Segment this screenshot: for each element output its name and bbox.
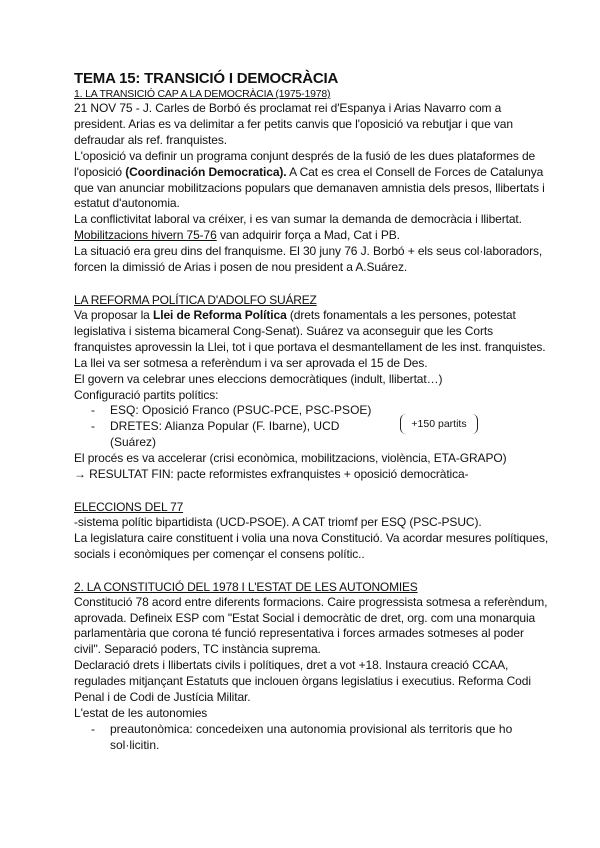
paragraph: 21 NOV 75 - J. Carles de Borbó és proclamat rei d'Espanya i Arias Navarro com a president. Arias es va delimitar a fer petits canvis que l'oposició va rebutjar i que van defraudar als ref. franquistes. [74, 101, 513, 147]
autonomies-list [74, 722, 550, 754]
section-heading-constitucio: 2. LA CONSTITUCIÓ DEL 1978 I L'ESTAT DE LES AUTONOMIES [74, 579, 418, 594]
paragraph: La situació era greu dins del franquisme. El 30 juny 76 J. Borbó + els seus col·laboradors, forcen la dimissió de Arias i posen de nou president a A.Suárez. [74, 244, 543, 275]
text-span: La conflictivitat laboral va créixer, i es van sumar la demanda de democràcia i llibertat. [74, 212, 522, 227]
paragraph: Configuració partits polítics: [74, 387, 219, 402]
paragraph: El govern va celebrar unes eleccions democràtiques (indult, llibertat…) [74, 371, 443, 386]
list-item: - DRETES: Alianza Popular (F. Ibarne), UCD (Suárez) [74, 419, 360, 451]
section-heading-transicio: 1. LA TRANSICIÓ CAP A LA DEMOCRÀCIA (1975-1978) [74, 88, 331, 100]
parties-count-note: +150 partits [400, 414, 478, 434]
text-span: Va proposar la [74, 307, 153, 322]
underlined-term: Mobilitzacions hivern 75-76 [74, 228, 217, 243]
paragraph: El procés es va accelerar (crisi econòmica, mobilitzacions, violència, ETA-GRAPO) [74, 451, 507, 466]
text-span: A Cat es crea el Consell de Forces de Catalunya que van anunciar mobilitzacions populars que demanaven amnistia dels presos, llibertats i estatut d'autonomia. [74, 164, 545, 211]
paragraph: L'estat de les autonomies [74, 706, 208, 720]
section-heading-reforma: LA REFORMA POLÍTICA D'ADOLFO SUÁREZ [74, 292, 317, 307]
paragraph: -sistema polític bipartidista (UCD-PSOE). A CAT triomf per ESQ (PSC-PSUC). [74, 514, 482, 529]
document-title: TEMA 15: TRANSICIÓ I DEMOCRÀCIA [74, 70, 339, 87]
paragraph: Constitució 78 acord entre diferents formacions. Caire progressista sotmesa a referèndum, aprovada. Defineix ESP com "Estat Social i democràtic de dret, org. com una monarquia parlamentària que corona té funció representativa i forces armades sotmeses al poder civil". Separació poders, TC instància suprema. [74, 594, 548, 657]
text-span: (drets fonamentals a les persones, potestat legislativa i sistema bicameral Cong-Senat). Suárez va aconseguir que les Corts franquistes aprovessin la Llei, tot i que portava el desmantellament de les inst. franquistes. La llei va ser sotmesa a referèndum i va ser aprovada el 15 de Des. [74, 307, 546, 370]
bold-term: (Coordinación Democratica). [125, 164, 287, 179]
paragraph [74, 149, 550, 213]
section-heading-eleccions: ELECCIONS DEL 77 [74, 499, 184, 514]
paragraph: La legislatura caire constituent i volia una nova Constitució. Va acordar mesures polítiques, socials i econòmiques per començar el consens polític.. [74, 530, 549, 561]
bold-term: Llei de Reforma Política [153, 307, 287, 322]
list-item: - ESQ: Oposició Franco (PSUC-PCE, PSC-PSOE) [74, 403, 550, 419]
paragraph: Declaració drets i llibertats civils i polítiques, dret a vot +18. Instaura creació CCAA, regulades mitjançant Estatuts que inclouen òrgans legislatius i executius. Reforma Codi Penal i de Codi de Justícia Militar. [74, 658, 531, 705]
text-span: L'oposició va definir un programa conjunt després de la fusió de les dues plataformes de l'oposició [74, 148, 536, 179]
text-span: van adquirir força a Mad, Cat i PB. [216, 228, 400, 243]
list-item: - preautonòmica: concedeixen una autonomia provisional als territoris que ho sol·licitin. [74, 722, 550, 754]
party-list [74, 403, 550, 451]
paragraph: → RESULTAT FIN: pacte reformistes exfranquistes + oposició democràtica- [74, 467, 469, 482]
paragraph [74, 308, 550, 372]
paragraph [74, 212, 550, 244]
